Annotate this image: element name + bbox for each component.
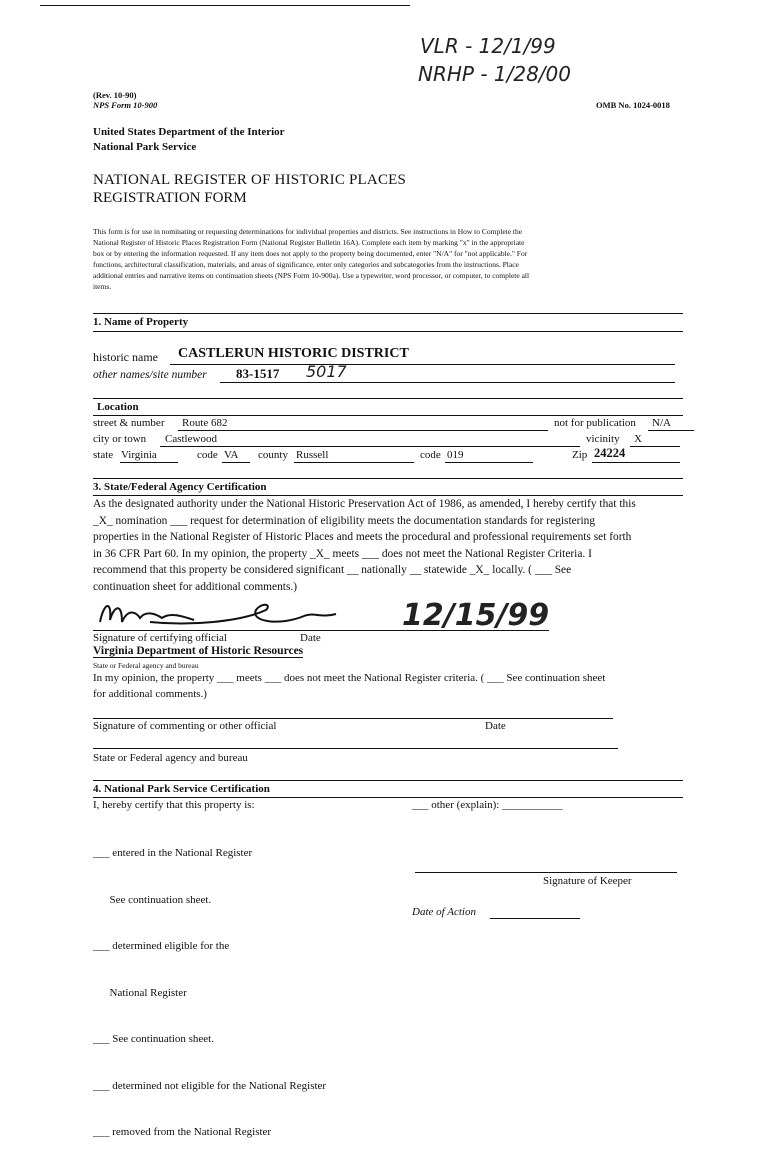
not-for-publication-value: N/A: [652, 417, 671, 429]
county-label: county: [258, 449, 288, 461]
keeper-line: [415, 872, 677, 873]
divider: [93, 415, 683, 416]
handwritten-nrhp-date: NRHP - 1/28/00: [418, 62, 571, 86]
status-eligible: ___ determined eligible for the: [93, 940, 230, 952]
instructions: This form is for use in nominating or requesting determinations for individual properties and districts. See instructions in How to Complete the National Register of Historic Places Registration Form (National Register Bulletin 16A). Complete each item by marking "x" in the appropriate box or by entering the information requested. If any item does not apply to the property being documented, enter "N/A" for "not applicable." For functions, architectural classification, materials, and areas of significance, enter only categories and subcategories from the instructions. Place additional entries and narrative items on continuation sheets (NPS Form 10-900a). Use a typewriter, word processor, or computer, to complete all items.: [93, 227, 530, 291]
form-title-2: REGISTRATION FORM: [93, 190, 247, 206]
status-eligible-register: National Register: [93, 986, 187, 999]
state-label: state: [93, 449, 114, 461]
divider: [93, 313, 683, 314]
signature-line: [93, 630, 549, 631]
state-line: [120, 462, 178, 463]
signature-line-2: [93, 718, 613, 719]
other-names-line: [220, 382, 675, 383]
county-code-line: [445, 462, 533, 463]
signature-date-label: Date: [300, 632, 321, 644]
code-line: [222, 462, 250, 463]
agency-label-2: State or Federal agency and bureau: [93, 752, 248, 764]
certify-statement: I, hereby certify that this property is:: [93, 799, 255, 811]
city-label: city or town: [93, 433, 147, 445]
rev-label: (Rev. 10-90): [93, 90, 137, 100]
form-title-1: NATIONAL REGISTER OF HISTORIC PLACES: [93, 172, 407, 188]
divider: [93, 780, 683, 781]
divider: [93, 478, 683, 479]
county-line: [294, 462, 414, 463]
commenting-signature-label: Signature of commenting or other official: [93, 720, 277, 732]
zip-line: [592, 462, 680, 463]
department: United States Department of the Interior: [93, 126, 285, 138]
code-label: code: [197, 449, 218, 461]
status-continuation-2: ___ See continuation sheet.: [93, 1033, 214, 1045]
handwritten-cert-date: 12/15/99: [402, 598, 550, 633]
keeper-label: Signature of Keeper: [543, 875, 632, 887]
scan-edge-line: [40, 5, 410, 6]
agency-name: Virginia Department of Historic Resources: [93, 645, 304, 657]
form-number: NPS Form 10-900: [93, 100, 158, 110]
nps-status-list: [93, 815, 326, 1156]
divider: [93, 797, 683, 798]
section4-heading: 4. National Park Service Certification: [93, 783, 270, 795]
location-heading: Location: [97, 401, 139, 413]
vicinity-value: X: [634, 433, 642, 445]
code-value: VA: [224, 449, 239, 461]
city-line: [160, 446, 580, 447]
street-line: [178, 430, 548, 431]
zip-label: Zip: [572, 449, 588, 461]
other-names-handwritten: 5017: [306, 362, 347, 381]
not-for-publication-label: not for publication: [554, 417, 636, 429]
status-removed: ___ removed from the National Register: [93, 1126, 272, 1138]
handwritten-vlr-date: VLR - 12/1/99: [420, 34, 556, 58]
historic-name-value: CASTLERUN HISTORIC DISTRICT: [178, 346, 409, 361]
date-of-action-label: Date of Action: [412, 906, 476, 918]
historic-name-line: [170, 364, 675, 365]
status-not-eligible: ___ determined not eligible for the National Register: [93, 1079, 327, 1092]
city-value: Castlewood: [165, 433, 217, 445]
zip-value: 24224: [594, 446, 626, 460]
signature-label: Signature of certifying official: [93, 632, 227, 644]
other-names-label: other names/site number: [93, 369, 207, 381]
divider: [93, 398, 683, 399]
nfp-line: [648, 430, 694, 431]
section1-heading: 1. Name of Property: [93, 316, 189, 328]
street-value: Route 682: [182, 417, 228, 429]
vicinity-line: [630, 446, 680, 447]
other-names-value: 83-1517: [236, 366, 280, 381]
date-of-action-line: [490, 918, 580, 919]
section3-heading: 3. State/Federal Agency Certification: [93, 481, 267, 493]
street-label: street & number: [93, 417, 165, 429]
service: National Park Service: [93, 141, 197, 153]
county-code-value: 019: [447, 449, 464, 461]
status-entered: ___ entered in the National Register: [93, 847, 253, 859]
omb-number: OMB No. 1024-0018: [596, 100, 670, 110]
historic-name-label: historic name: [93, 350, 158, 364]
agency-line-2: [93, 748, 618, 749]
county-code-label: code: [420, 449, 441, 461]
divider: [93, 331, 683, 332]
commenting-date-label: Date: [485, 720, 506, 732]
agency-label: State or Federal agency and bureau: [93, 661, 199, 670]
vicinity-label: vicinity: [586, 433, 620, 445]
opinion-line-2: for additional comments.): [93, 688, 207, 700]
certification-text: As the designated authority under the National Historic Preservation Act of 1986, as amended, I hereby certify that this _X_ nomination ___ request for determination of eligibility meets the documentation standards for registering properties in the National Register of Historic Places and meets the procedural and professional requirements set forth in 36 CFR Part 60. In my opinion, the property _X_ meets ___ does not meet the National Register Criteria. I recommend that this property be considered significant __ nationally __ statewide _X_ locally. ( ___ See continuation sheet for additional comments.): [93, 498, 636, 593]
opinion-line-1: In my opinion, the property ___ meets ___ does not meet the National Register criteria. ( ___ See continuation sheet: [93, 672, 606, 684]
state-value: Virginia: [121, 449, 157, 461]
other-explain: ___ other (explain): ___________: [412, 799, 563, 811]
status-continuation: See continuation sheet.: [93, 893, 212, 906]
county-value: Russell: [296, 449, 329, 461]
